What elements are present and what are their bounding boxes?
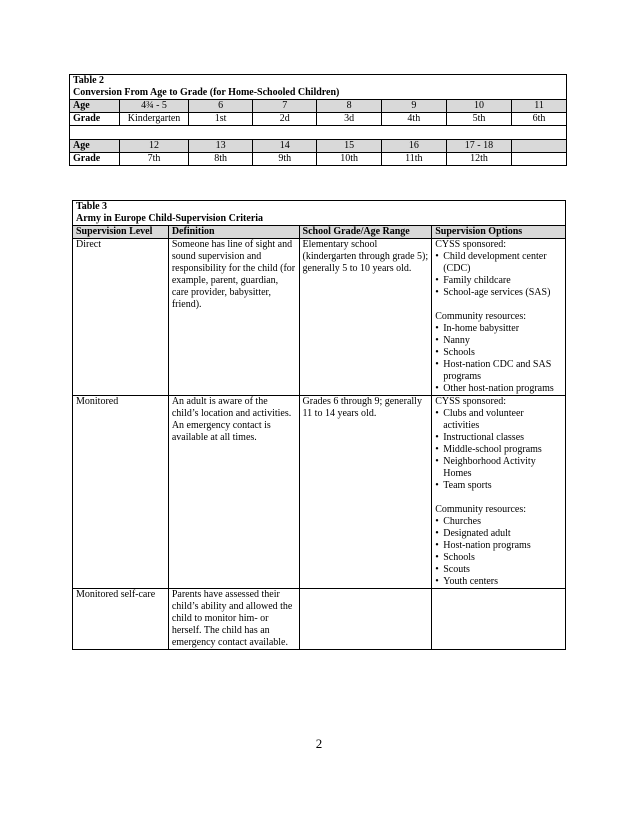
grade-cell: 9th xyxy=(252,153,317,166)
grade-cell: 7th xyxy=(119,153,189,166)
age-cell: 12 xyxy=(119,140,189,153)
age-cell: 14 xyxy=(252,140,317,153)
table3-number: Table 3 xyxy=(76,201,108,212)
age-cell: 16 xyxy=(381,140,446,153)
grade-cell: Kindergarten xyxy=(119,113,189,126)
grade-cell: 3d xyxy=(317,113,381,126)
list-item: • In-home babysitter xyxy=(435,323,562,335)
grade-label: Grade xyxy=(70,153,120,166)
supervision-level: Monitored xyxy=(73,396,169,589)
table3-title: Army in Europe Child-Supervision Criteria xyxy=(76,213,264,224)
age-label: Age xyxy=(70,140,120,153)
grade-cell: 10th xyxy=(317,153,381,166)
list-item: • Designated adult xyxy=(435,528,562,540)
list-item: • Child development center (CDC) xyxy=(435,251,562,275)
grade-label: Grade xyxy=(70,113,120,126)
age-cell xyxy=(512,140,567,153)
column-header: School Grade/Age Range xyxy=(299,226,432,239)
list-item: • Scouts xyxy=(435,564,562,576)
table2-title: Conversion From Age to Grade (for Home-Schooled Children) xyxy=(73,87,340,98)
grade-age-range: Elementary school (kindergarten through grade 5); generally 5 to 10 years old. xyxy=(299,239,432,396)
definition: Someone has line of sight and sound supervision and responsibility for the child (for example, parent, guardian, care provider, babysitter, friend). xyxy=(168,239,299,396)
list-item: • Family childcare xyxy=(435,275,562,287)
age-cell: 15 xyxy=(317,140,381,153)
options-list xyxy=(435,516,562,588)
supervision-options xyxy=(432,589,566,650)
grade-cell: 12th xyxy=(446,153,511,166)
list-item: • Schools xyxy=(435,347,562,359)
table-row xyxy=(73,396,566,589)
child-supervision-criteria-table xyxy=(72,200,566,650)
grade-cell: 6th xyxy=(512,113,567,126)
grade-age-range xyxy=(299,589,432,650)
supervision-options xyxy=(432,239,566,396)
grade-cell: 8th xyxy=(189,153,253,166)
page-number: 2 xyxy=(315,736,323,751)
grade-age-range: Grades 6 through 9; generally 11 to 14 years old. xyxy=(299,396,432,589)
age-label: Age xyxy=(70,100,120,113)
table-row xyxy=(73,239,566,396)
age-cell: 6 xyxy=(189,100,253,113)
age-cell: 8 xyxy=(317,100,381,113)
age-cell: 11 xyxy=(512,100,567,113)
table2-number: Table 2 xyxy=(73,75,105,86)
list-item: • Other host-nation programs xyxy=(435,383,562,395)
list-item: • Team sports xyxy=(435,480,562,492)
age-cell: 13 xyxy=(189,140,253,153)
table2-age-row-1 xyxy=(70,100,567,113)
definition: An adult is aware of the child’s location and activities. An emergency contact is available at all times. xyxy=(168,396,299,589)
age-cell: 7 xyxy=(252,100,317,113)
list-item: • Host-nation programs xyxy=(435,540,562,552)
grade-cell: 11th xyxy=(381,153,446,166)
supervision-options xyxy=(432,396,566,589)
options-heading: Community resources: xyxy=(435,504,527,515)
list-item: • Youth centers xyxy=(435,576,562,588)
options-list xyxy=(435,251,562,299)
table3-caption-row xyxy=(73,201,566,226)
table2-grade-row-2 xyxy=(70,153,567,166)
list-item: • Clubs and volunteer activities xyxy=(435,408,562,432)
column-header: Supervision Options xyxy=(432,226,566,239)
age-cell: 17 - 18 xyxy=(446,140,511,153)
list-item: • School-age services (SAS) xyxy=(435,287,562,299)
list-item: • Nanny xyxy=(435,335,562,347)
options-heading: Community resources: xyxy=(435,311,527,322)
column-header: Definition xyxy=(168,226,299,239)
age-cell: 4¾ - 5 xyxy=(119,100,189,113)
table2-caption-row xyxy=(70,75,567,100)
options-heading: CYSS sponsored: xyxy=(435,396,507,407)
table3-header-row xyxy=(73,226,566,239)
list-item: • Middle-school programs xyxy=(435,444,562,456)
age-grade-conversion-table xyxy=(69,74,567,166)
table2-spacer-row xyxy=(70,126,567,140)
grade-cell xyxy=(512,153,567,166)
supervision-level: Monitored self-care xyxy=(73,589,169,650)
options-heading: CYSS sponsored: xyxy=(435,239,507,250)
column-header: Supervision Level xyxy=(73,226,169,239)
list-item: • Host-nation CDC and SAS programs xyxy=(435,359,562,383)
options-list xyxy=(435,323,562,395)
list-item: • Instructional classes xyxy=(435,432,562,444)
list-item: • Schools xyxy=(435,552,562,564)
supervision-level: Direct xyxy=(73,239,169,396)
grade-cell: 1st xyxy=(189,113,253,126)
age-cell: 9 xyxy=(381,100,446,113)
table-row xyxy=(73,589,566,650)
grade-cell: 5th xyxy=(446,113,511,126)
list-item: • Churches xyxy=(435,516,562,528)
grade-cell: 2d xyxy=(252,113,317,126)
table2-grade-row-1 xyxy=(70,113,567,126)
options-list xyxy=(435,408,562,492)
age-cell: 10 xyxy=(446,100,511,113)
table2-age-row-2 xyxy=(70,140,567,153)
list-item: • Neighborhood Activity Homes xyxy=(435,456,562,480)
grade-cell: 4th xyxy=(381,113,446,126)
definition: Parents have assessed their child’s ability and allowed the child to monitor him- or herself. The child has an emergency contact available. xyxy=(168,589,299,650)
